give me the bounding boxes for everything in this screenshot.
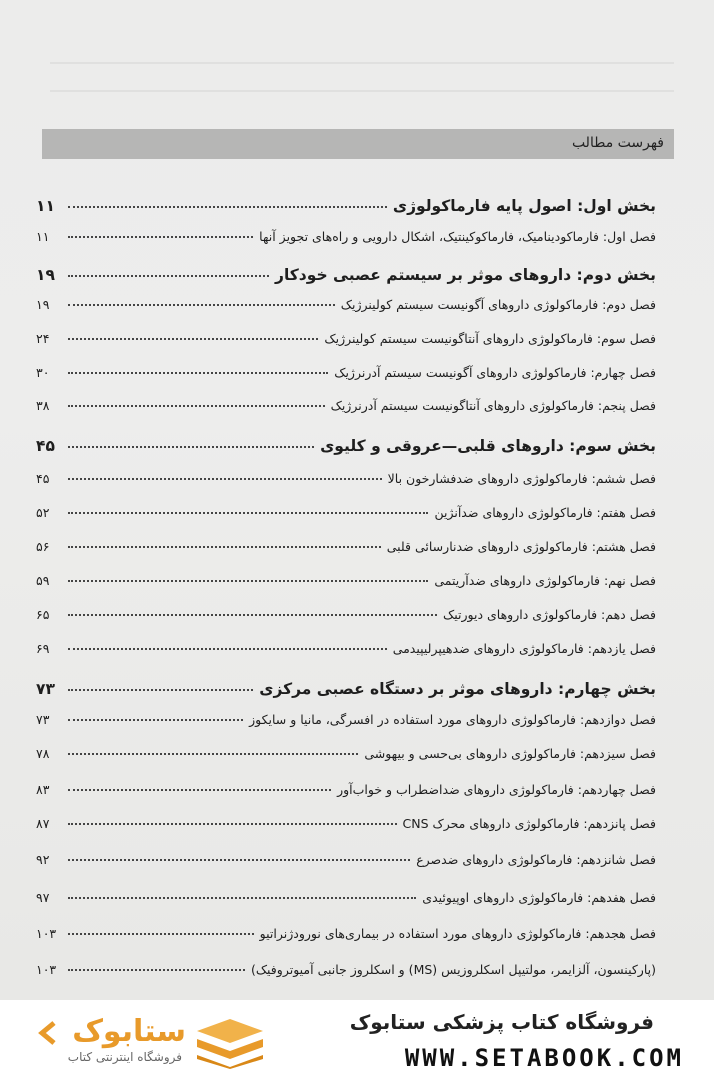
leader-dots <box>68 789 331 791</box>
bleed-through-line <box>50 90 674 92</box>
toc-chapter-row[interactable] <box>36 539 656 554</box>
toc-entry-title: فصل دوازدهم: فارماکولوژی داروهای مورد استفاده در افسرگی، مانیا و سایکوز <box>249 712 656 727</box>
logo-wordmark: ستابوک <box>72 1014 186 1049</box>
toc-header-band <box>42 129 674 159</box>
toc-page-number: ۵۹ <box>36 573 50 588</box>
toc-part-row[interactable] <box>36 266 656 284</box>
toc-page-number: ۵۶ <box>36 539 50 554</box>
leader-dots <box>68 580 428 582</box>
leader-dots <box>68 405 325 407</box>
toc-entry-title: فصل سیزدهم: فارماکولوژی داروهای بی‌حسی و بیهوشی <box>364 746 656 761</box>
toc-page-number: ۶۹ <box>36 641 50 656</box>
toc-entry-title: فصل چهاردهم: فارماکولوژی داروهای ضداضطراب و خواب‌آور <box>337 782 656 797</box>
leader-dots <box>68 897 416 899</box>
toc-page-number: ۷۸ <box>36 746 50 761</box>
leader-dots <box>68 338 318 340</box>
toc-part-row[interactable] <box>36 197 656 215</box>
leader-dots <box>68 512 428 514</box>
toc-page-number: ۹۲ <box>36 852 50 867</box>
toc-entry-title: فصل هجدهم: فارماکولوژی داروهای مورد استفاده در بیماری‌های نورودژنراتیو <box>259 926 656 941</box>
toc-entry-title: بخش اول: اصول پایه فارماکولوژی <box>392 197 656 215</box>
store-url[interactable]: WWW.SETABOOK.COM <box>404 1044 684 1072</box>
toc-chapter-row[interactable] <box>36 782 656 797</box>
leader-dots <box>68 546 381 548</box>
toc-chapter-row[interactable] <box>36 890 656 905</box>
toc-chapter-row[interactable] <box>36 641 656 656</box>
toc-chapter-row[interactable] <box>36 365 656 380</box>
toc-page-number: ۱۰۳ <box>36 962 57 977</box>
toc-chapter-row[interactable] <box>36 816 656 831</box>
toc-entry-title: فصل هفتم: فارماکولوژی داروهای ضدآنژین <box>434 505 656 520</box>
toc-chapter-row[interactable] <box>36 852 656 867</box>
toc-page-number: ۴۵ <box>36 471 50 486</box>
toc-chapter-row[interactable] <box>36 926 656 941</box>
leader-dots <box>68 933 254 935</box>
logo-tagline: فروشگاه اینترنتی کتاب <box>67 1050 182 1064</box>
toc-entry-title: بخش دوم: داروهای موثر بر سیستم عصبی خودکار <box>275 266 656 284</box>
toc-chapter-row[interactable] <box>36 229 656 244</box>
toc-page-number: ۷۳ <box>36 712 50 727</box>
toc-entry-title: فصل یازدهم: فارماکولوژی داروهای ضدهیپرلیپیدمی <box>392 641 656 656</box>
toc-entry-title: فصل نهم: فارماکولوژی داروهای ضدآریتمی <box>434 573 656 588</box>
toc-page-number: ۸۷ <box>36 816 50 831</box>
toc-chapter-row[interactable] <box>36 471 656 486</box>
toc-chapter-row[interactable] <box>36 607 656 622</box>
toc-entry-title: (پارکینسون، آلزایمر، مولتیپل اسکلروزیس (MS) و اسکلروز جانبی آمیوتروفیک) <box>250 962 656 977</box>
leader-dots <box>68 859 410 861</box>
toc-page-number: ۵۲ <box>36 505 50 520</box>
arrow-left-icon <box>36 1020 62 1046</box>
toc-chapter-row[interactable] <box>36 573 656 588</box>
leader-dots <box>68 719 243 721</box>
leader-dots <box>68 689 253 691</box>
toc-entry-title: فصل پنجم: فارماکولوژی داروهای آنتاگونیست سیستم آدرنرژیک <box>330 398 656 413</box>
toc-entry-title: فصل چهارم: فارماکولوژی داروهای آگونیست سیستم آدرنرژیک <box>334 365 656 380</box>
toc-page-number: ۱۱ <box>36 229 50 244</box>
toc-page-number: ۲۴ <box>36 331 50 346</box>
toc-entry-title: فصل اول: فارماکودینامیک، فارماکوکینتیک، اشکال دارویی و راه‌های تجویز آنها <box>259 229 656 244</box>
toc-chapter-row[interactable] <box>36 962 656 977</box>
toc-page-number: ۴۵ <box>36 437 55 455</box>
toc-page-number: ۸۳ <box>36 782 50 797</box>
leader-dots <box>68 275 269 277</box>
leader-dots <box>68 614 437 616</box>
toc-entry-title: فصل دوم: فارماکولوژی داروهای آگونیست سیستم کولینرژیک <box>340 297 656 312</box>
leader-dots <box>68 206 387 208</box>
toc-page-number: ۱۰۳ <box>36 926 57 941</box>
leader-dots <box>68 823 397 825</box>
toc-entry-title: فصل پانزدهم: فارماکولوژی داروهای محرک CNS <box>402 816 656 831</box>
brand-logo[interactable] <box>36 1014 186 1064</box>
toc-page-number: ۷۳ <box>36 680 55 698</box>
toc-title: فهرست مطالب <box>571 135 664 151</box>
leader-dots <box>68 969 245 971</box>
toc-part-row[interactable] <box>36 680 656 698</box>
bleed-through-line <box>50 62 674 64</box>
toc-page-number: ۳۸ <box>36 398 50 413</box>
toc-page-number: ۳۰ <box>36 365 50 380</box>
toc-entry-title: فصل شانزدهم: فارماکولوژی داروهای ضدصرع <box>416 852 656 867</box>
toc-chapter-row[interactable] <box>36 746 656 761</box>
toc-entry-title: بخش چهارم: داروهای موثر بر دستگاه عصبی مرکزی <box>259 680 656 698</box>
leader-dots <box>68 304 335 306</box>
toc-entry-title: فصل هفدهم: فارماکولوژی داروهای اوپیوئیدی <box>422 890 656 905</box>
leader-dots <box>68 478 382 480</box>
toc-chapter-row[interactable] <box>36 712 656 727</box>
leader-dots <box>68 372 328 374</box>
leader-dots <box>68 446 314 448</box>
toc-page-number: ۱۹ <box>36 297 50 312</box>
leader-dots <box>68 753 358 755</box>
leader-dots <box>68 236 253 238</box>
toc-entry-title: فصل ششم: فارماکولوژی داروهای ضدفشارخون بالا <box>387 471 656 486</box>
toc-page-number: ۹۷ <box>36 890 50 905</box>
toc-entry-title: فصل سوم: فارماکولوژی داروهای آنتاگونیست سیستم کولینرژیک <box>324 331 656 346</box>
toc-entry-title: فصل هشتم: فارماکولوژی داروهای ضدنارسائی قلبی <box>386 539 656 554</box>
toc-chapter-row[interactable] <box>36 505 656 520</box>
toc-page-number: ۶۵ <box>36 607 50 622</box>
book-logo-icon <box>195 1017 265 1069</box>
toc-chapter-row[interactable] <box>36 398 656 413</box>
toc-chapter-row[interactable] <box>36 331 656 346</box>
toc-page-number: ۱۹ <box>36 266 55 284</box>
toc-page-number: ۱۱ <box>36 197 55 215</box>
toc-chapter-row[interactable] <box>36 297 656 312</box>
toc-entry-title: فصل دهم: فارماکولوژی داروهای دیورتیک <box>443 607 656 622</box>
toc-entry-title: بخش سوم: داروهای قلبی—عروقی و کلیوی <box>320 437 656 455</box>
leader-dots <box>68 648 387 650</box>
toc-part-row[interactable] <box>36 437 656 455</box>
store-name: فروشگاه کتاب پزشکی ستابوک <box>349 1010 654 1034</box>
